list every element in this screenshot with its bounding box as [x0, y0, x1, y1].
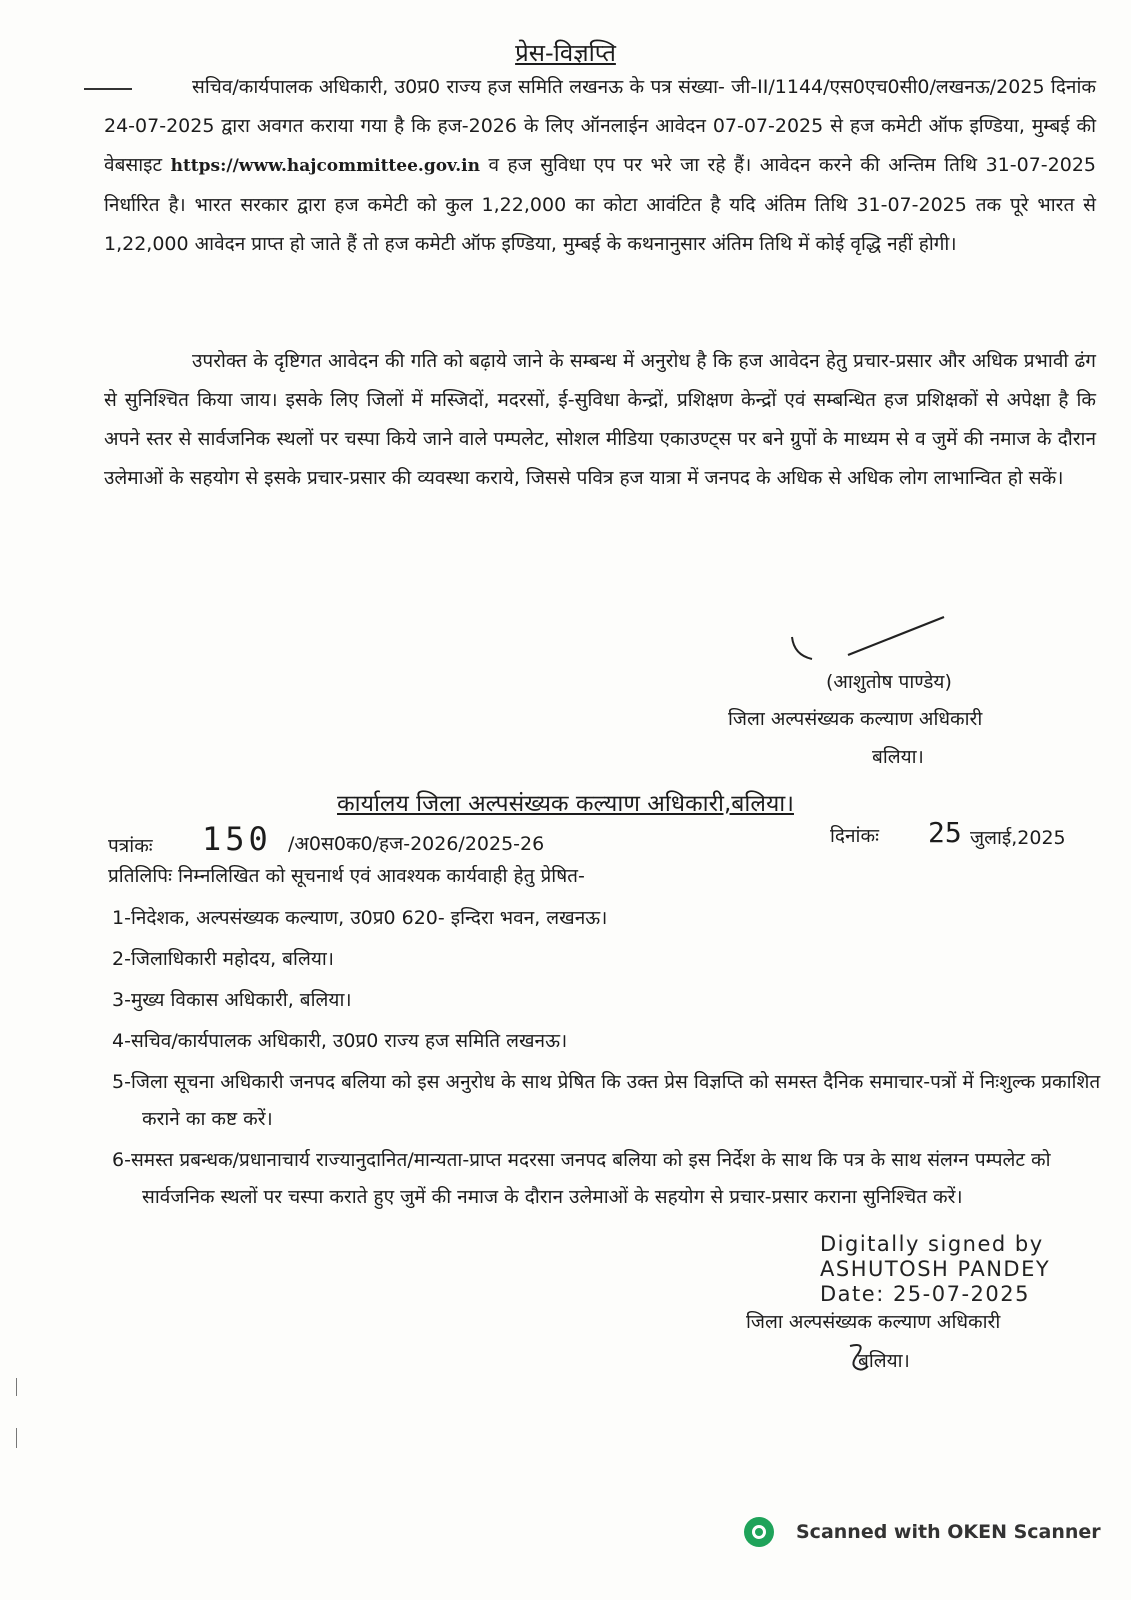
haj-committee-url[interactable]: https://www.hajcommittee.gov.in	[170, 156, 480, 176]
date-month-year: जुलाई,2025	[970, 827, 1066, 849]
list-item: 6-समस्त प्रबन्धक/प्रधानाचार्य राज्यानुदानित/मान्यता-प्राप्त मदरसा जनपद बलिया को इस निर्देश के साथ कि पत्र के साथ संलग्न पम्पलेट को सार्वजनिक स्थलों पर चस्पा कराते हुए जुमें की नमाज के दौरान उलेमाओं के सहयोग से प्रचार-प्रसार कराना सुनिश्चित करें।	[112, 1149, 1051, 1208]
office-heading: कार्यालय जिला अल्पसंख्यक कल्याण अधिकारी,बलिया।	[337, 791, 794, 817]
digital-signature-line-3: Date: 25-07-2025	[820, 1282, 1030, 1306]
oken-scanner-logo-icon	[744, 1517, 774, 1547]
date-day: 25	[928, 816, 962, 849]
paragraph-1-text-b: व हज सुविधा एप पर भरे जा रहे हैं। आवेदन करने की अन्तिम तिथि 31-07-2025 निर्धारित है। भारत सरकार द्वारा हज कमेटी को कुल 1,22,000 का कोटा आवंटित है यदि अंतिम तिथि 31-07-2025 तक पूरे भारत से 1,22,000 आवेदन प्राप्त हो जाते हैं तो हज कमेटी ऑफ इण्डिया, मुम्बई के कथनानुसार अंतिम तिथि में कोई वृद्धि नहीं होगी।	[104, 154, 1096, 255]
margin-tick	[16, 1378, 17, 1396]
digital-signature-line-1: Digitally signed by	[820, 1232, 1044, 1256]
list-item: 2-जिलाधिकारी महोदय, बलिया।	[112, 948, 334, 970]
paragraph-2: उपरोक्त के दृष्टिगत आवेदन की गति को बढ़ाये जाने के सम्बन्ध में अनुरोध है कि हज आवेदन हेतु प्रचार-प्रसार और अधिक प्रभावी ढंग से सुनिश्चित किया जाय। इसके लिए जिलों में मस्जिदों, मदरसों, ई-सुविधा केन्द्रों, प्रशिक्षण केन्द्रों एवं सम्बन्धित हज प्रशिक्षकों से अपेक्षा है कि अपने स्तर से सार्वजनिक स्थलों पर चस्पा किये जाने वाले पम्पलेट, सोशल मीडिया एकाउण्ट्स पर बने ग्रुपों के माध्यम से व जुमें की नमाज के दौरान उलेमाओं के सहयोग से इसके प्रचार-प्रसार की व्यवस्था कराये, जिससे पवित्र हज यात्रा में जनपद के अधिक से अधिक लोग लाभान्वित हो सकें।	[104, 350, 1096, 489]
list-item: 3-मुख्य विकास अधिकारी, बलिया।	[112, 989, 352, 1011]
signatory-2-place: बलिया।	[858, 1350, 910, 1372]
paragraph-1-text-a: सचिव/कार्यपालक अधिकारी, उ0प्र0 राज्य हज समिति लखनऊ के पत्र संख्या- जी-II/1144/एस0एच0सी0/लखनऊ/2025 दिनांक 24-07-2025 द्वारा अवगत कराया गया है कि हज-2026 के लिए ऑनलाईन आवेदन 07-07-2025 से हज कमेटी ऑफ इण्डिया, मुम्बई की वेबसाइट	[104, 76, 1096, 176]
document-title: प्रेस-विज्ञप्ति	[515, 39, 616, 67]
margin-tick	[16, 1428, 17, 1448]
signatory-place: बलिया।	[872, 746, 924, 768]
reference-code: /अ0स0क0/हज-2026/2025-26	[288, 833, 545, 855]
copy-intro: प्रतिलिपिः निम्नलिखित को सूचनार्थ एवं आवश्यक कार्यवाही हेतु प्रेषित-	[108, 865, 585, 887]
list-item: 5-जिला सूचना अधिकारी जनपद बलिया को इस अनुरोध के साथ प्रेषित कि उक्त प्रेस विज्ञप्ति को समस्त दैनिक समाचार-पत्रों में निःशुल्क प्रकाशित कराने का कष्ट करें।	[112, 1071, 1101, 1130]
reference-label: पत्रांकः	[108, 835, 153, 857]
date-label: दिनांकः	[830, 825, 879, 847]
reference-number: 150	[202, 820, 272, 858]
signatory-name: (आशुतोष पाण्डेय)	[826, 671, 952, 693]
scanner-watermark-text: Scanned with OKEN Scanner	[796, 1521, 1101, 1543]
digital-signature-line-2: ASHUTOSH PANDEY	[820, 1257, 1051, 1281]
digital-signature-stamp	[820, 1232, 1120, 1307]
copy-list	[112, 900, 1102, 1220]
reference-row	[108, 816, 1098, 860]
list-item: 4-सचिव/कार्यपालक अधिकारी, उ0प्र0 राज्य हज समिति लखनऊ।	[112, 1030, 568, 1052]
list-item: 1-निदेशक, अल्पसंख्यक कल्याण, उ0प्र0 620- इन्दिरा भवन, लखनऊ।	[112, 907, 608, 929]
signatory-designation: जिला अल्पसंख्यक कल्याण अधिकारी	[728, 708, 983, 730]
handwritten-signature-icon	[790, 615, 960, 675]
signatory-2-designation: जिला अल्पसंख्यक कल्याण अधिकारी	[746, 1311, 1001, 1333]
paragraph-1	[104, 68, 1096, 264]
